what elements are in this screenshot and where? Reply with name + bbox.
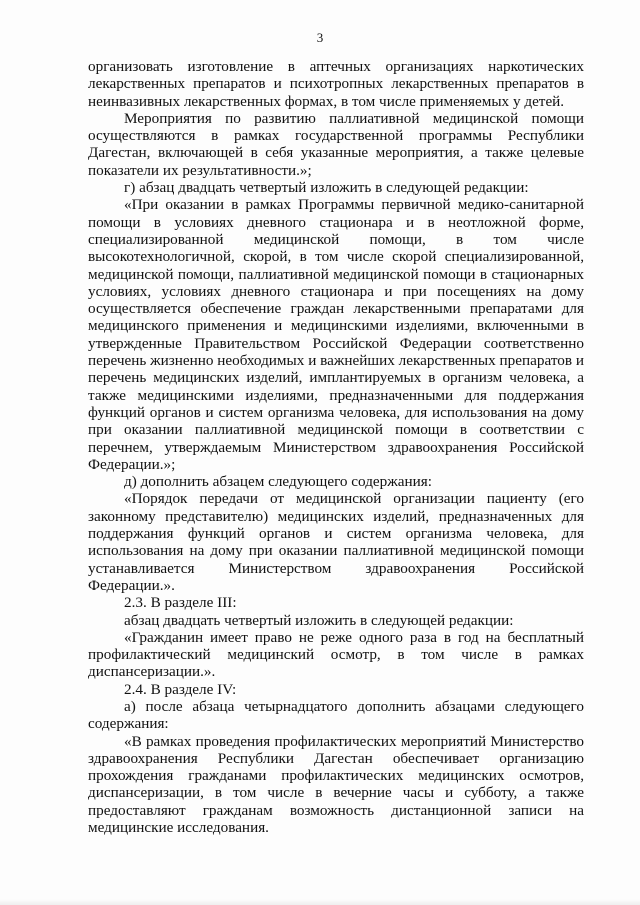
paragraph-palliative-programs: Мероприятия по развитию паллиативной медицинской помощи осуществляются в рамках государственной программы Республики Дагестан, включающей в себя указанные мероприятия, а также целевые показатели их результативности.»; [88, 109, 584, 179]
document-body [88, 58, 584, 836]
paragraph-section-2-4: 2.4. В разделе IV: [124, 680, 237, 698]
paragraph-section-2-3-instruction: абзац двадцать четвертый изложить в следующей редакции: [124, 611, 514, 629]
paragraph-item-g: г) абзац двадцать четвертый изложить в следующей редакции: [124, 179, 529, 197]
paragraph-quote-transfer-procedure: «Порядок передачи от медицинской организации пациенту (его законному представителю) медицинских изделий, предназначенных для поддержания функций органов и систем организма человека, для использования на дому при оказании паллиативной медицинской помощи устанавливается Министерством здравоохранения Российской Федерации.». [88, 490, 584, 594]
paragraph-quote-preventive-measures: «В рамках проведения профилактических мероприятий Министерство здравоохранения Республики Дагестан обеспечивает организацию прохождения гражданами профилактических медицинских осмотров, диспансеризации, в том числе в вечерние часы и субботу, а также предоставляют гражданам возможность дистанционной записи на медицинские исследования. [88, 732, 584, 837]
page-number: 3 [316, 30, 324, 45]
paragraph-item-a: а) после абзаца четырнадцатого дополнить абзацами следующего содержания: [88, 697, 584, 733]
paragraph-section-2-3: 2.3. В разделе III: [124, 594, 237, 612]
paragraph-continuation: организовать изготовление в аптечных организациях наркотических лекарственных препаратов и психотропных лекарственных препаратов в неинвазивных лекарственных формах, в том числе применяемых у детей. [88, 58, 584, 110]
paragraph-item-d: д) дополнить абзацем следующего содержания: [124, 473, 432, 491]
paragraph-quote-provision: «При оказании в рамках Программы первичной медико-санитарной помощи в условиях дневного стационара и в неотложной форме, специализированной медицинской помощи, в том числе высокотехнологичной, скорой, в том числе скорой специализированной, медицинской помощи, паллиативной медицинской помощи в стационарных условиях, условиях дневного стационара и при посещениях на дому осуществляется обеспечение граждан лекарственными препаратами для медицинского применения и медицинскими изделиями, включенными в утвержденные Правительством Российской Федерации соответственно перечень жизненно необходимых и важнейших лекарственных препаратов и перечень медицинских изделий, имплантируемых в организм человека, а также медицинскими изделиями, предназначенными для поддержания функций органов и систем организма человека, для использования на дому при оказании паллиативной медицинской помощи в соответствии с перечнем, утверждаемым Министерством здравоохранения Российской Федерации.»; [88, 196, 584, 473]
page-bottom-edge [0, 899, 640, 905]
paragraph-quote-citizen-right: «Гражданин имеет право не реже одного раза в год на бесплатный профилактический медицинский осмотр, в том числе в рамках диспансеризации.». [88, 628, 584, 681]
